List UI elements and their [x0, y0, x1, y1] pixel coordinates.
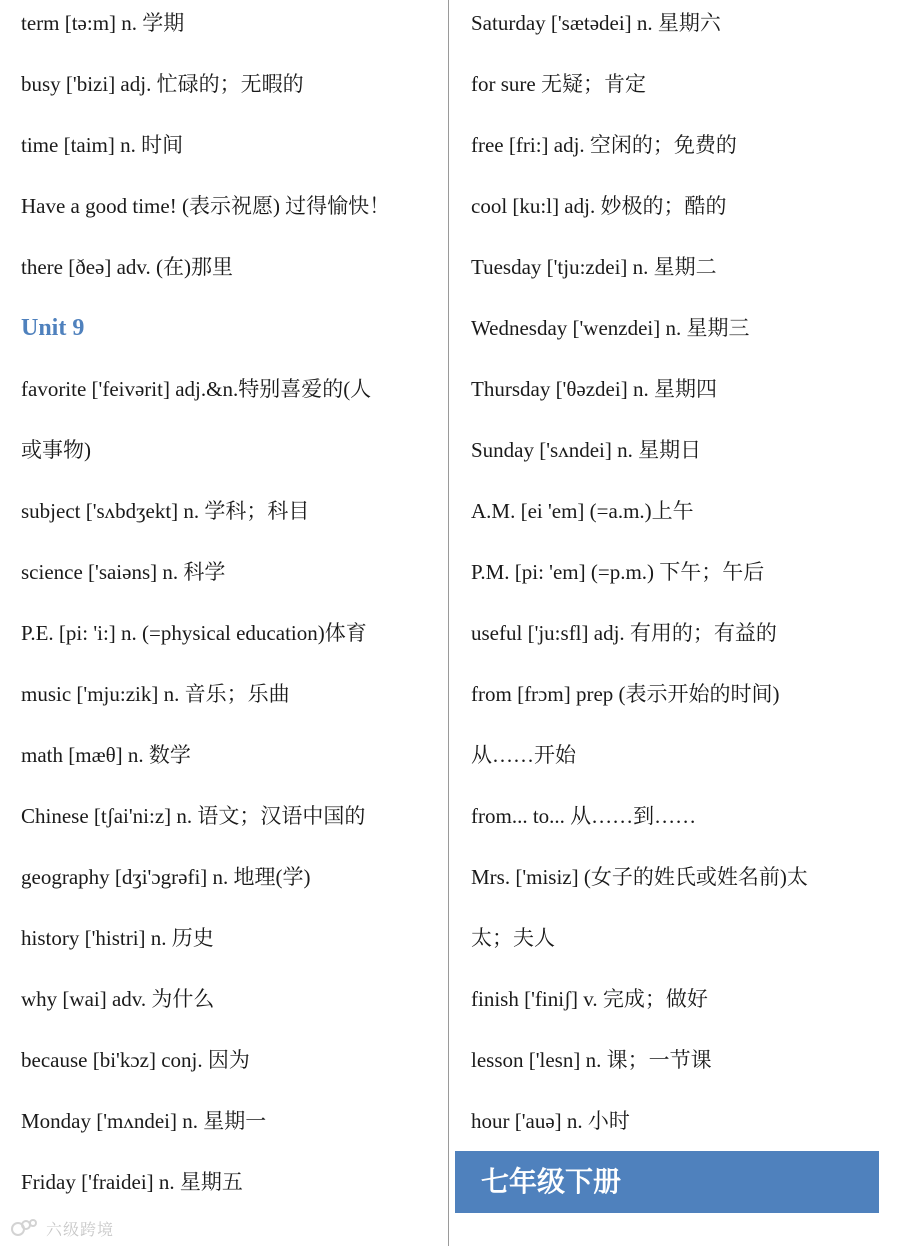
vocab-entry: hour ['auə] n. 小时: [471, 1109, 630, 1133]
vocab-entry: why [wai] adv. 为什么: [21, 987, 215, 1011]
vocab-entry: lesson ['lesn] n. 课；一节课: [471, 1048, 712, 1072]
vocab-entry: favorite ['feivərit] adj.&n.特别喜爱的(人: [21, 377, 372, 401]
vocab-entry: cool [ku:l] adj. 妙极的；酷的: [471, 194, 727, 218]
vocab-entry: history ['histri] n. 历史: [21, 926, 214, 950]
vocab-entry: there [ðeə] adv. (在)那里: [21, 255, 234, 279]
vocab-entry: time [taim] n. 时间: [21, 133, 184, 157]
vocab-entry: geography [dʒi'ɔgrəfi] n. 地理(学): [21, 865, 311, 889]
vocab-entry: Sunday ['sʌndei] n. 星期日: [471, 438, 702, 462]
watermark-text: 六级跨境: [46, 1219, 115, 1239]
vocab-entry: from [frɔm] prep (表示开始的时间): [471, 682, 780, 706]
vocab-entry: math [mæθ] n. 数学: [21, 743, 191, 767]
unit-heading: Unit 9: [21, 315, 85, 341]
vocab-entry: 太；夫人: [471, 926, 555, 950]
column-divider: [448, 0, 449, 1246]
vocab-entry: Friday ['fraidei] n. 星期五: [21, 1170, 243, 1194]
vocab-entry: A.M. [ei 'em] (=a.m.)上午: [471, 499, 694, 523]
vocab-entry: Thursday ['θəzdei] n. 星期四: [471, 377, 717, 401]
vocab-entry: free [fri:] adj. 空闲的；免费的: [471, 133, 737, 157]
vocab-entry: music ['mju:zik] n. 音乐；乐曲: [21, 682, 290, 706]
vocab-entry: Chinese [tʃai'ni:z] n. 语文；汉语中国的: [21, 804, 366, 828]
vocab-entry: Have a good time! (表示祝愿) 过得愉快！: [21, 194, 391, 218]
watermark-logo-icon: [10, 1217, 40, 1239]
vocab-entry: from... to... 从……到……: [471, 804, 697, 828]
vocab-entry: 从……开始: [471, 743, 576, 767]
vocab-entry: busy ['bizi] adj. 忙碌的；无暇的: [21, 72, 304, 96]
vocab-entry: subject ['sʌbdʒekt] n. 学科；科目: [21, 499, 310, 523]
vocab-entry: science ['saiəns] n. 科学: [21, 560, 226, 584]
vocab-entry: for sure 无疑；肯定: [471, 72, 646, 96]
vocab-entry: Saturday ['sætədei] n. 星期六: [471, 11, 721, 35]
vocab-entry: term [tə:m] n. 学期: [21, 11, 185, 35]
grade-banner: 七年级下册: [455, 1151, 879, 1213]
vocab-entry: P.E. [pi: 'i:] n. (=physical education)体育: [21, 621, 367, 645]
vocab-entry: P.M. [pi: 'em] (=p.m.) 下午；午后: [471, 560, 765, 584]
vocab-entry: Mrs. ['misiz] (女子的姓氏或姓名前)太: [471, 865, 808, 889]
vocab-entry: finish ['finiʃ] v. 完成；做好: [471, 987, 708, 1011]
watermark: [10, 1214, 114, 1242]
vocab-entry: Tuesday ['tju:zdei] n. 星期二: [471, 255, 717, 279]
vocab-entry: Monday ['mʌndei] n. 星期一: [21, 1109, 267, 1133]
vocab-entry: Wednesday ['wenzdei] n. 星期三: [471, 316, 750, 340]
vocab-entry: because [bi'kɔz] conj. 因为: [21, 1048, 250, 1072]
vocab-entry: useful ['ju:sfl] adj. 有用的；有益的: [471, 621, 777, 645]
vocab-entry: 或事物): [21, 438, 91, 462]
